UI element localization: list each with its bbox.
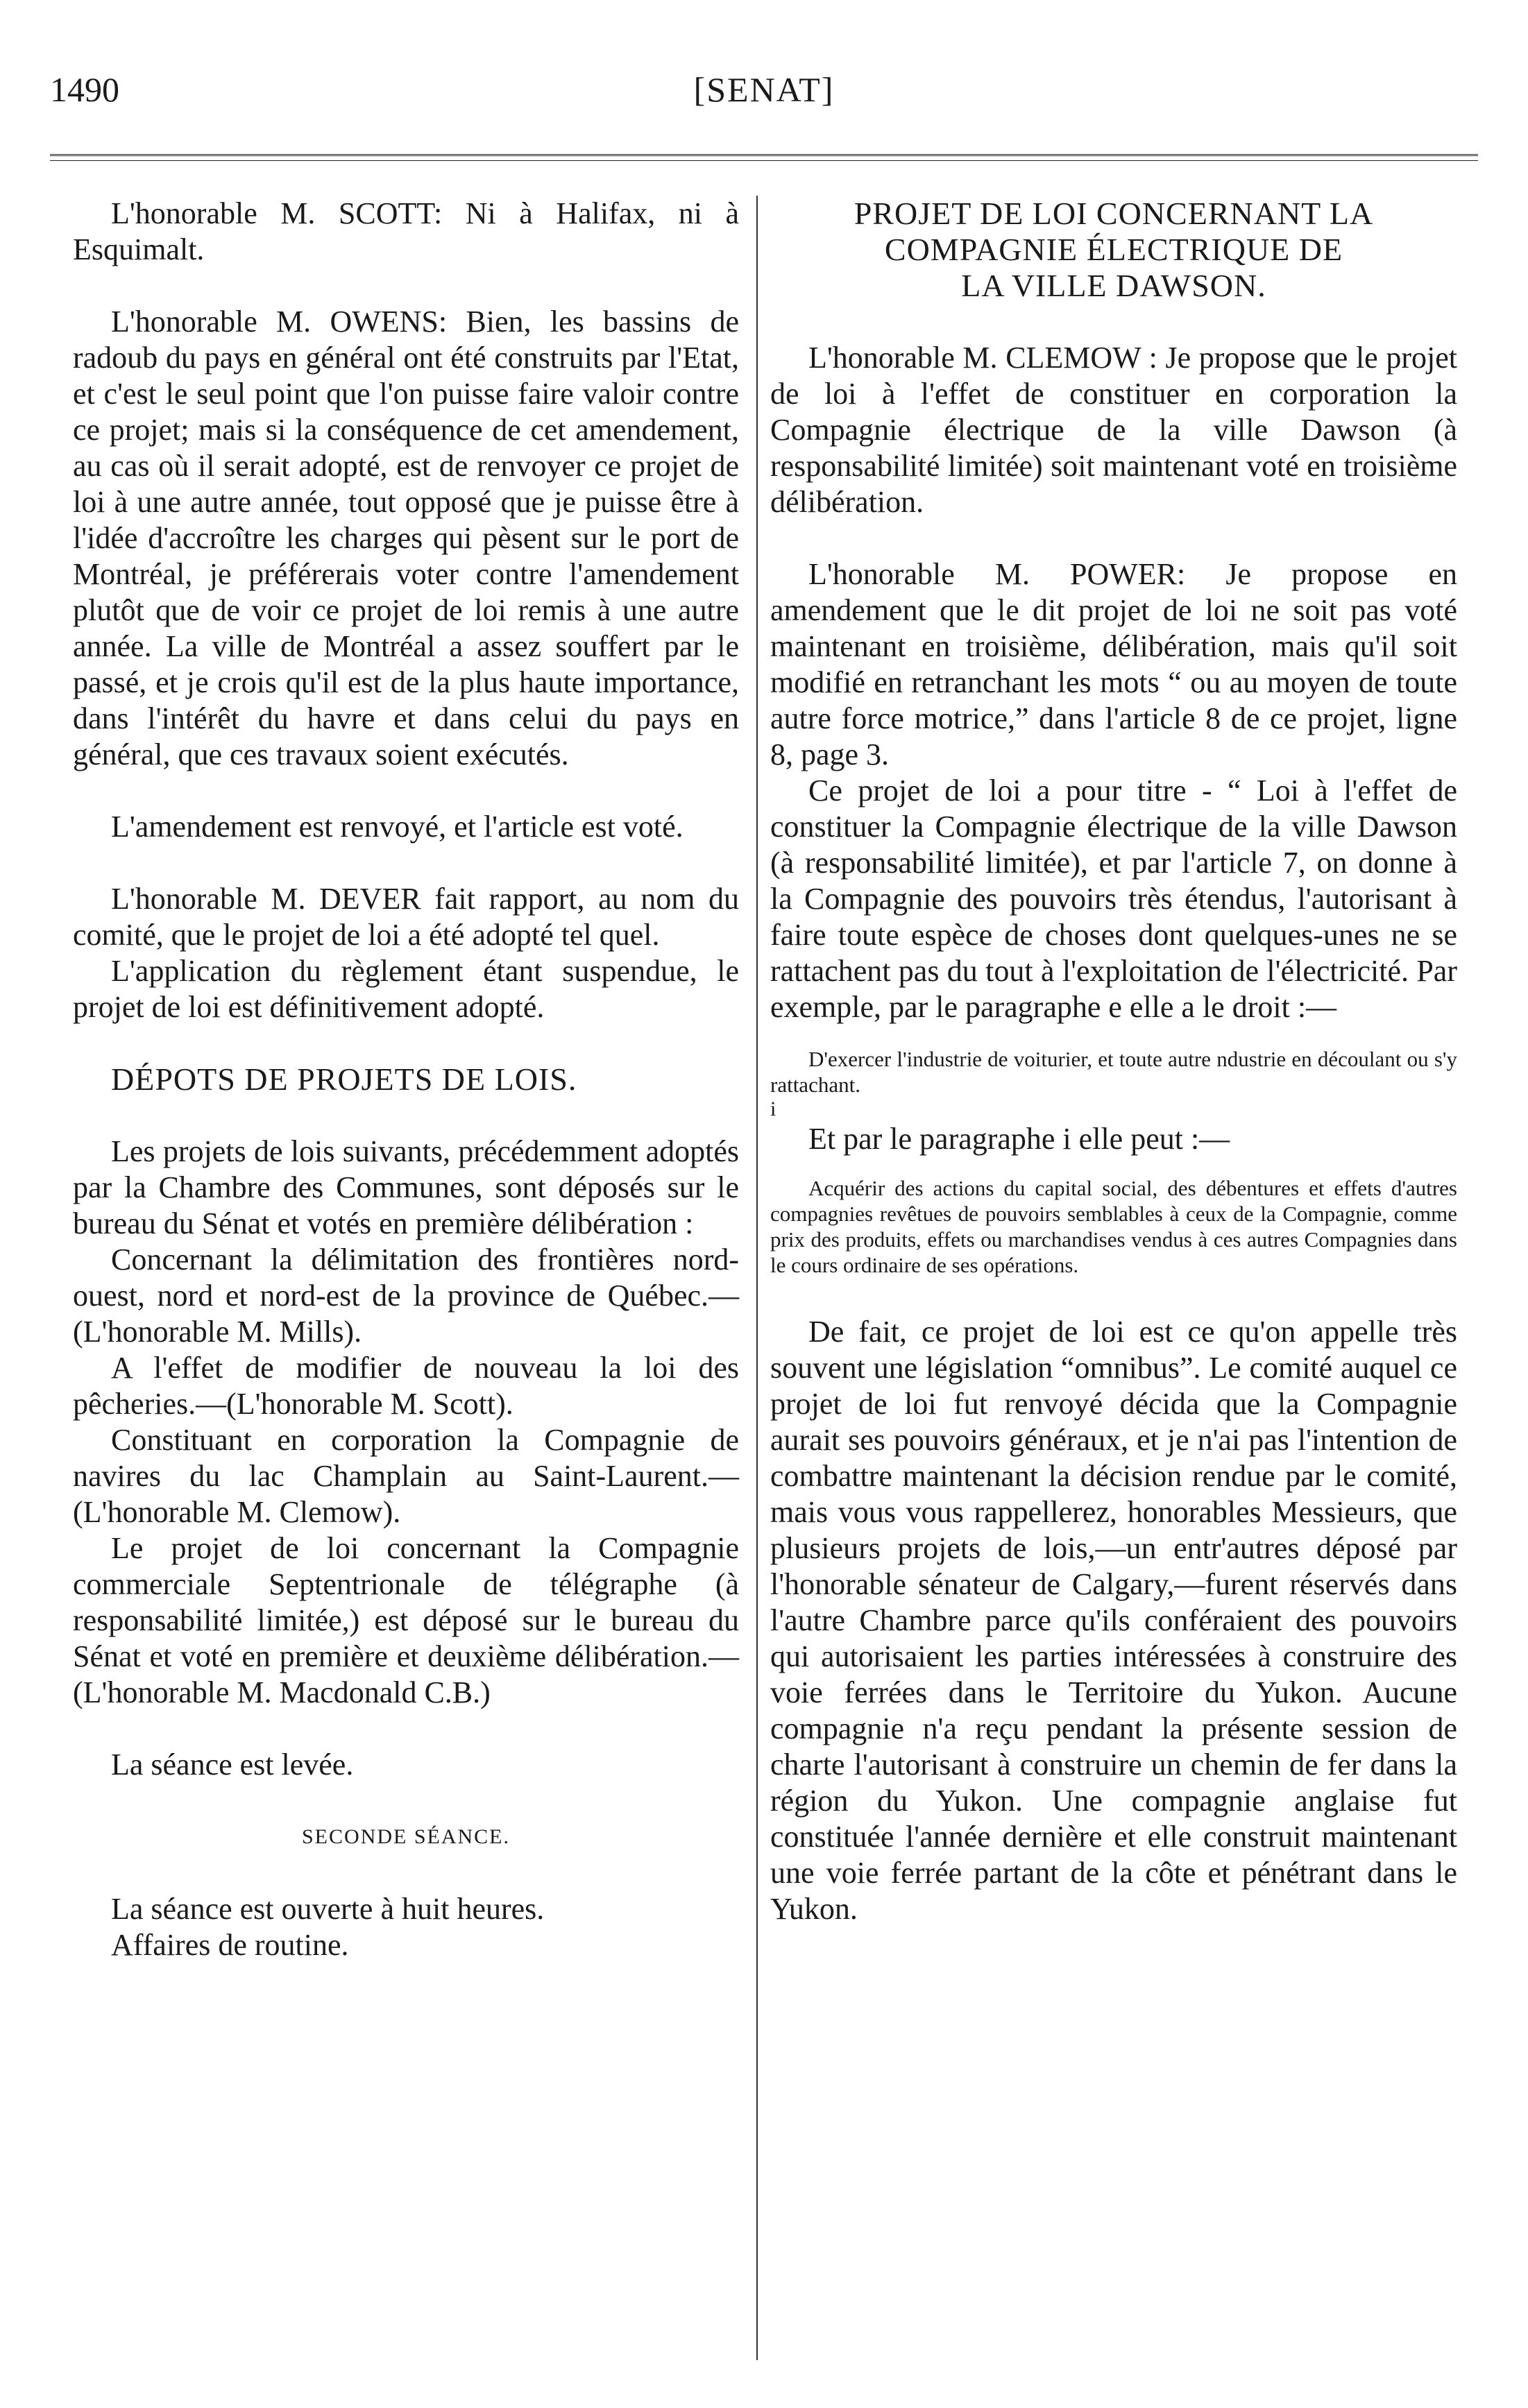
section-heading-line: LA VILLE DAWSON. bbox=[961, 268, 1266, 303]
left-column bbox=[73, 196, 739, 1963]
right-column bbox=[770, 196, 1457, 1927]
paragraph: Concernant la délimitation des frontières nord-ouest, nord et nord-est de la province de Québec.—(L'honorable M. Mills). bbox=[73, 1243, 739, 1349]
paragraph: L'honorable M. SCOTT: Ni à Halifax, ni à Esquimalt. bbox=[73, 196, 739, 266]
paragraph: Ce projet de loi a pour titre - “ Loi à l'effet de constituer la Compagnie électrique de la ville Dawson (à responsabilité limitée), et par l'article 7, on donne à la Compagnie des pouvoirs très étendus, l'autorisant à faire toute espèce de choses dont quelques-unes ne se rattachent pas du tout à l'exploitation de l'électricité. Par exemple, par le paragraphe e elle a le droit :— bbox=[770, 774, 1457, 1024]
header-rule bbox=[50, 154, 1478, 161]
paragraph: Et par le paragraphe i elle peut :— bbox=[808, 1122, 1230, 1156]
section-heading-line: COMPAGNIE ÉLECTRIQUE DE bbox=[884, 232, 1343, 267]
paragraph: L'honorable M. OWENS: Bien, les bassins de radoub du pays en général ont été construits par l'Etat, et c'est le seul point que l'on puisse faire valoir contre ce projet; mais si la conséquence de cet amendement, au cas où il serait adopté, est de renvoyer ce projet de loi à une autre année, tout opposé que je puisse être à l'idée d'accroître les charges qui pèsent sur le port de Montréal, je préférerais voter contre l'amendement plutôt que de voir ce projet de loi remis à une autre année. La ville de Montréal a assez souffert par le passé, et je crois qu'il est de la plus haute importance, dans l'intérêt du havre et dans celui du pays en général, que ces travaux soient exécutés. bbox=[73, 305, 739, 771]
paragraph: La séance est levée. bbox=[111, 1748, 354, 1782]
column-divider bbox=[756, 196, 758, 2360]
paragraph: Le projet de loi concernant la Compagnie commerciale Septentrionale de télégraphe (à responsabilité limitée,) est déposé sur le bureau du Sénat et voté en première et deuxième délibération.—(L'honorable M. Macdonald C.B.) bbox=[73, 1531, 739, 1709]
paragraph: Les projets de lois suivants, précédemment adoptés par la Chambre des Communes, sont déposés sur le bureau du Sénat et votés en première délibération : bbox=[73, 1134, 739, 1240]
block-quote: D'exercer l'industrie de voiturier, et toute autre ndustrie en découlant ou s'y rattachant. bbox=[770, 1047, 1457, 1097]
paragraph: L'honorable M. CLEMOW : Je propose que le projet de loi à l'effet de constituer en corporation la Compagnie électrique de la ville Dawson (à responsabilité limitée) soit maintenant voté en troisième délibération. bbox=[770, 341, 1457, 519]
paragraph: A l'effet de modifier de nouveau la loi des pêcheries.—(L'honorable M. Scott). bbox=[73, 1351, 739, 1421]
section-heading-line: PROJET DE LOI CONCERNANT LA bbox=[854, 196, 1374, 231]
paragraph: L'honorable M. DEVER fait rapport, au nom du comité, que le projet de loi a été adopté tel quel. bbox=[73, 882, 739, 952]
paragraph: L'amendement est renvoyé, et l'article est voté. bbox=[111, 810, 684, 844]
section-heading: DÉPOTS DE PROJETS DE LOIS. bbox=[111, 1061, 577, 1097]
section-heading: SECONDE SÉANCE. bbox=[301, 1825, 510, 1848]
page-number: 1490 bbox=[50, 70, 119, 109]
paragraph: De fait, ce projet de loi est ce qu'on appelle très souvent une législation “omnibus”. Le comité auquel ce projet de loi fut renvoyé décida que la Compagnie aurait ses pouvoirs généraux, et je n'ai pas l'intention de combattre maintenant la décision rendue par le comité, mais vous vous rappellerez, honorables Messieurs, que plusieurs projets de lois,—un entr'autres déposé par l'honorable sénateur de Calgary,—furent réservés dans l'autre Chambre parce qu'ils conféraient des pouvoirs qui autorisaient les parties intéressées à construire des voie ferrées dans le Territoire du Yukon. Aucune compagnie n'a reçu pendant la présente session de charte l'autorisant à construire un chemin de fer dans la région du Yukon. Une compagnie anglaise fut constituée l'année dernière et elle construit maintenant une voie ferrée partant de la côte et pénétrant dans le Yukon. bbox=[770, 1315, 1457, 1926]
paragraph: L'application du règlement étant suspendue, le projet de loi est définitivement adopté. bbox=[73, 954, 739, 1024]
page-header bbox=[50, 69, 1478, 125]
running-title: [SENAT] bbox=[693, 70, 835, 109]
paragraph: La séance est ouverte à huit heures. bbox=[111, 1892, 545, 1926]
block-quote: Acquérir des actions du capital social, des débentures et effets d'autres compagnies revêtues de pouvoirs semblables à ceux de la Compagnie, comme prix des produits, effets ou marchandises vendus à ces autres Compagnies dans le cours ordinaire de ses opérations. bbox=[770, 1176, 1457, 1277]
paragraph: L'honorable M. POWER: Je propose en amendement que le dit projet de loi ne soit pas voté maintenant en troisième, délibération, mais qu'il soit modifié en retranchant les mots “ ou au moyen de toute autre force motrice,” dans l'article 8 de ce projet, ligne 8, page 3. bbox=[770, 557, 1457, 771]
paragraph: Affaires de routine. bbox=[111, 1928, 349, 1962]
stray-letter: i bbox=[770, 1098, 776, 1120]
paragraph: Constituant en corporation la Compagnie de navires du lac Champlain au Saint-Laurent.—(L'honorable M. Clemow). bbox=[73, 1423, 739, 1529]
